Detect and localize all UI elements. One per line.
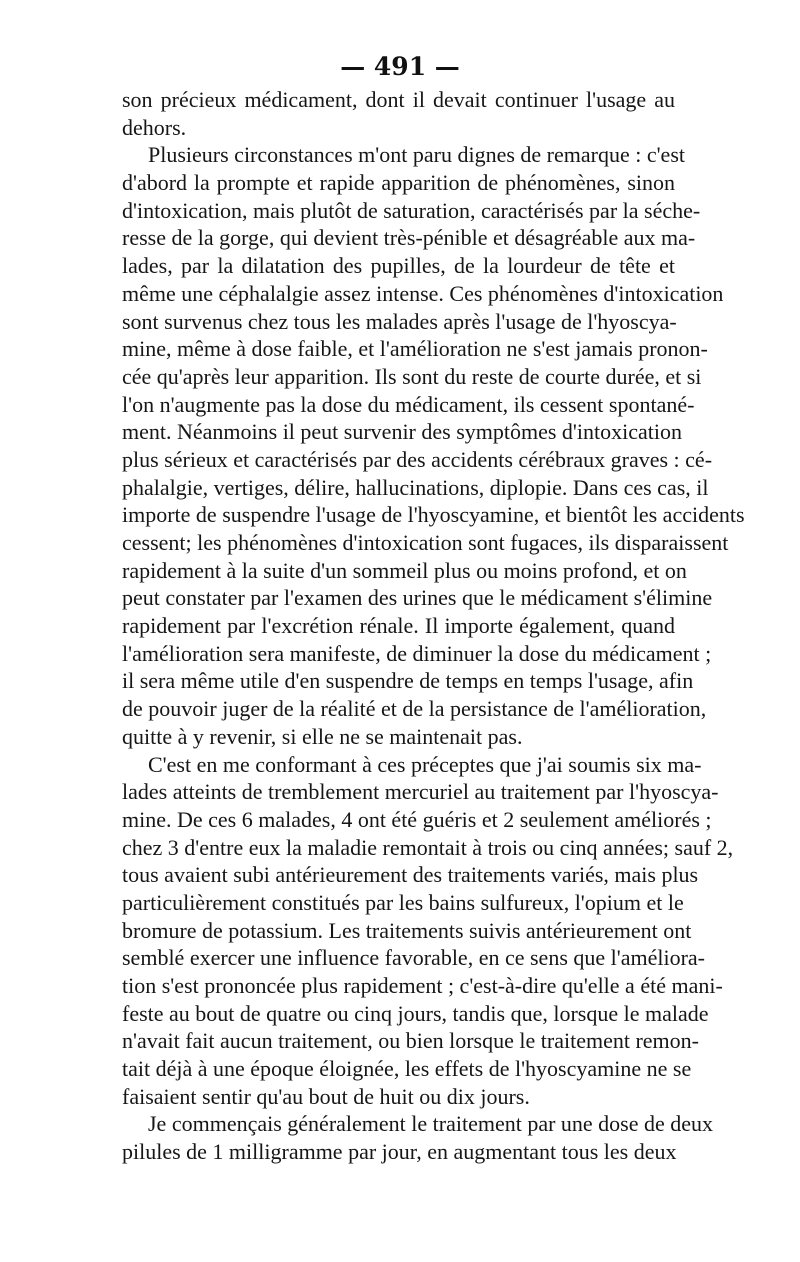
text-line: peut constater par l'examen des urines que le médicament s'élimine — [122, 585, 713, 611]
text-line: rapidement à la suite d'un sommeil plus ou moins profond, et on — [122, 557, 687, 583]
text-line: mine. De ces 6 malades, 4 ont été guéris et 2 seulement améliorés ; — [122, 806, 712, 832]
paragraph — [122, 1110, 714, 1165]
text-line: lades, par la dilatation des pupilles, de la lourdeur de tête et — [122, 253, 675, 279]
text-line: lades atteints de tremblement mercuriel au traitement par l'hyoscya- — [122, 779, 719, 805]
text-line: quitte à y revenir, si elle ne se maintenait pas. — [122, 723, 523, 749]
text-line: feste au bout de quatre ou cinq jours, tandis que, lorsque le malade — [122, 1000, 709, 1026]
paragraph — [122, 751, 734, 1111]
text-line: semblé exercer une influence favorable, en ce sens que l'améliora- — [122, 945, 705, 971]
text-line: Plusieurs circonstances m'ont paru dignes de remarque : c'est — [148, 142, 685, 168]
text-line: tion s'est prononcée plus rapidement ; c'est-à-dire qu'elle a été mani- — [122, 973, 723, 998]
text-line: tait déjà à une époque éloignée, les effets de l'hyoscyamine ne se — [122, 1056, 692, 1082]
text-line: ment. Néanmoins il peut survenir des symptômes d'intoxication — [122, 419, 682, 445]
body-text — [122, 86, 745, 1166]
text-line: son précieux médicament, dont il devait continuer l'usage au — [122, 87, 675, 112]
text-line: Je commençais généralement le traitement par une dose de deux — [148, 1111, 714, 1137]
paragraph — [122, 141, 745, 750]
text-line: d'abord la prompte et rapide apparition de phénomènes, sinon — [122, 170, 675, 196]
text-line: plus sérieux et caractérisés par des accidents cérébraux graves : cé- — [122, 446, 713, 472]
text-line: n'avait fait aucun traitement, ou bien lorsque le traitement remon- — [122, 1028, 699, 1054]
text-line: cée qu'après leur apparition. Ils sont du reste de courte durée, et si — [122, 363, 702, 389]
text-line: resse de la gorge, qui devient très-pénible et désagréable aux ma- — [122, 225, 696, 251]
text-line: faisaient sentir qu'au bout de huit ou dix jours. — [122, 1083, 530, 1109]
text-line: sont survenus chez tous les malades après l'usage de l'hyoscya- — [122, 308, 677, 334]
text-line: l'amélioration sera manifeste, de diminuer la dose du médicament ; — [122, 640, 712, 666]
text-line: rapidement par l'excrétion rénale. Il importe également, quand — [122, 613, 675, 639]
text-line: particulièrement constitués par les bains sulfureux, l'opium et le — [122, 889, 684, 915]
text-line: tous avaient subi antérieurement des traitements variés, mais plus — [122, 862, 699, 888]
paragraph — [122, 86, 675, 141]
text-line: mine, même à dose faible, et l'amélioration ne s'est jamais pronon- — [122, 336, 708, 362]
text-line: l'on n'augmente pas la dose du médicament, ils cessent spontané- — [122, 391, 695, 417]
text-line: pilules de 1 milligramme par jour, en augmentant tous les deux — [122, 1139, 677, 1165]
text-line: d'intoxication, mais plutôt de saturation, caractérisés par la séche- — [122, 197, 701, 223]
text-line: dehors. — [122, 114, 187, 140]
text-line: chez 3 d'entre eux la maladie remontait à trois ou cinq années; sauf 2, — [122, 834, 734, 860]
text-line: phalalgie, vertiges, délire, hallucinations, diplopie. Dans ces cas, il — [122, 474, 709, 500]
text-line: bromure de potassium. Les traitements suivis antérieurement ont — [122, 917, 692, 943]
text-line: de pouvoir juger de la réalité et de la persistance de l'amélioration, — [122, 696, 707, 722]
page-number: — 491 — — [340, 52, 460, 81]
text-line: même une céphalalgie assez intense. Ces phénomènes d'intoxication — [122, 280, 724, 306]
text-line: cessent; les phénomènes d'intoxication sont fugaces, ils disparaissent — [122, 530, 729, 555]
text-line: C'est en me conformant à ces préceptes que j'ai soumis six ma- — [148, 751, 702, 777]
text-line: importe de suspendre l'usage de l'hyoscyamine, et bientôt les accidents — [122, 502, 745, 528]
text-line: il sera même utile d'en suspendre de temps en temps l'usage, afin — [122, 668, 694, 694]
